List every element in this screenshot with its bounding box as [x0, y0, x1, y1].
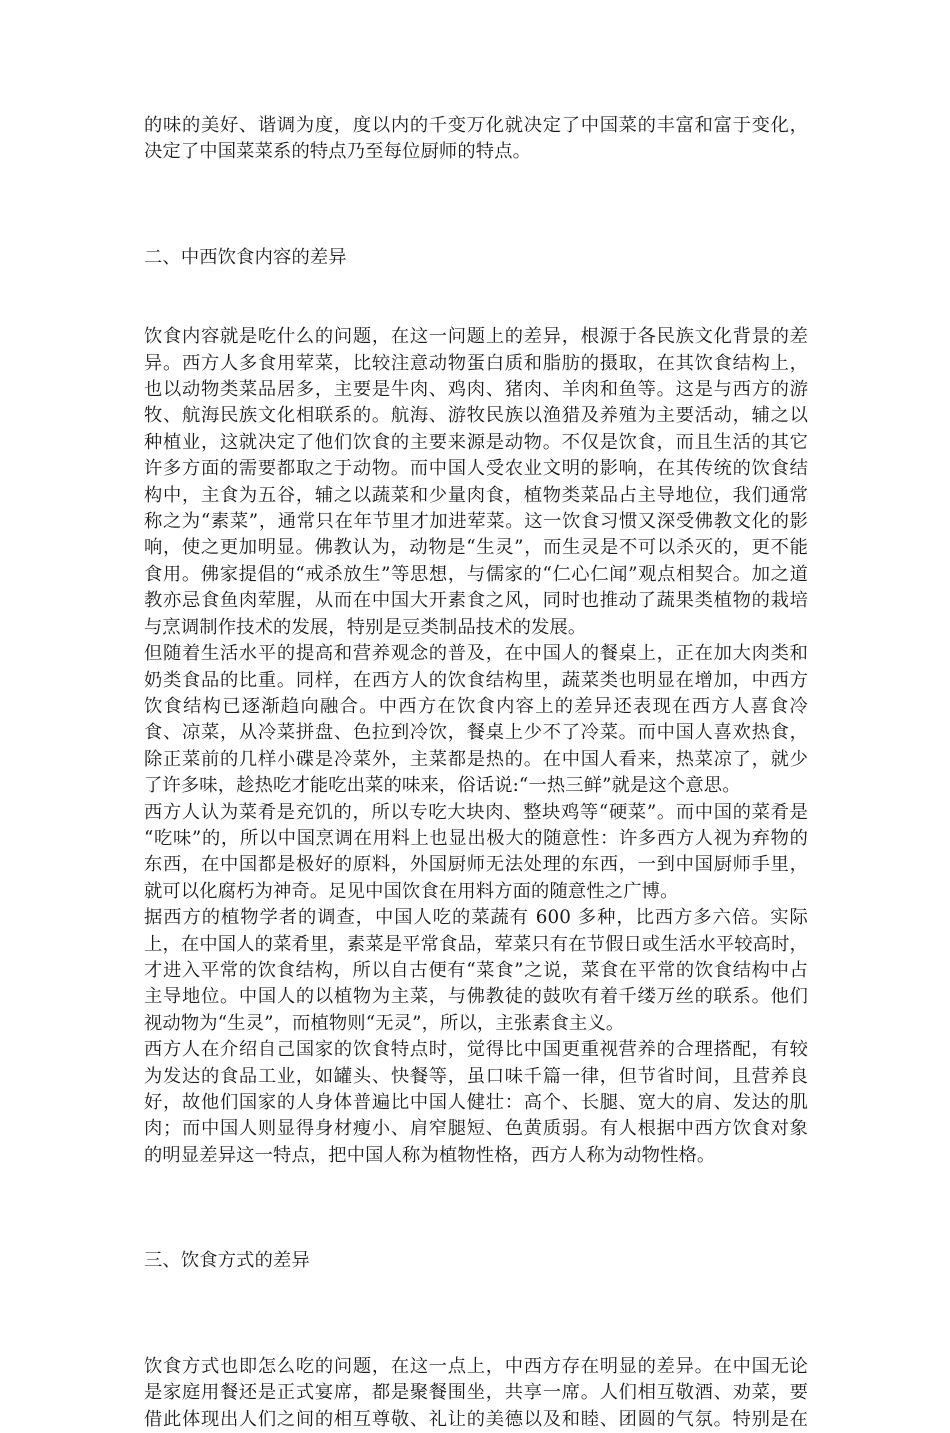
paragraph-gap [144, 1169, 808, 1195]
section-3-heading [144, 1196, 808, 1328]
text-line: 的明显差异这一特点，把中国人称为植物性格，西方人称为动物性格。 [144, 1144, 716, 1166]
text-line: 饮食内容就是吃什么的问题，在这一问题上的差异，根源于各民族文化背景的差 [144, 326, 808, 348]
text-line: 也以动物类菜品居多，主要是牛肉、鸡肉、猪肉、羊肉和鱼等。这是与西方的游 [144, 379, 808, 401]
text-line: 了许多味，趁热吃才能吃出菜的味来，俗话说:“一热三鲜”就是这个意思。 [144, 775, 741, 797]
text-line: 许多方面的需要都取之于动物。而中国人受农业文明的影响，在其传统的饮食结 [144, 458, 808, 480]
text-line: 东西，在中国都是极好的原料，外国厨师无法处理的东西，一到中国厨师手里， [144, 854, 808, 876]
text-line: 好，故他们国家的人身体普遍比中国人健壮：高个、长腿、宽大的肩、发达的肌 [144, 1092, 808, 1114]
text-line: 构中，主食为五谷，辅之以蔬菜和少量肉食，植物类菜品占主导地位，我们通常 [144, 484, 808, 506]
text-line: 决定了中国菜菜系的特点乃至每位厨师的特点。 [144, 141, 532, 163]
text-line: 上，在中国人的菜肴里，素菜是平常食品，荤菜只有在节假日或生活水平较高时， [144, 933, 808, 955]
intro-paragraph [144, 113, 808, 166]
section-2-heading-text: 二、中西饮食内容的差异 [144, 247, 347, 269]
document-page [144, 113, 808, 1433]
text-line: 肉；而中国人则显得身材瘦小、肩窄腿短、色黄质弱。有人根据中西方饮食对象 [144, 1118, 808, 1140]
text-line: 称之为“素菜”，通常只在年节里才加进荤菜。这一饮食习惯又深受佛教文化的影 [144, 511, 808, 533]
section-2-paragraph-2 [144, 641, 808, 799]
text-line: 食用。佛家提倡的“戒杀放生”等思想，与儒家的“仁心仁闻”观点相契合。加之道 [144, 563, 808, 585]
text-line: 的味的美好、谐调为度，度以内的千变万化就决定了中国菜的丰富和富于变化， [144, 115, 808, 136]
text-line: 但随着生活水平的提高和营养观念的普及，在中国人的餐桌上，正在加大肉类和 [144, 643, 808, 665]
paragraph-gap [144, 166, 808, 192]
text-line: 主导地位。中国人的以植物为主菜，与佛教徒的鼓吹有着千缕万丝的联系。他们 [144, 986, 808, 1008]
paragraph-gap [144, 1328, 808, 1354]
text-line: 食、凉菜，从冷菜拼盘、色拉到冷饮，餐桌上少不了冷菜。而中国人喜欢热食， [144, 722, 808, 744]
section-2-paragraph-5 [144, 1037, 808, 1169]
text-line: 饮食结构已逐渐趋向融合。中西方在饮食内容上的差异还表现在西方人喜食冷 [144, 695, 808, 717]
text-line: 教亦忌食鱼肉荤腥，从而在中国大开素食之风，同时也推动了蔬果类植物的栽培 [144, 590, 808, 612]
text-line: 西方人认为菜肴是充饥的，所以专吃大块肉、整块鸡等“硬菜”。而中国的菜肴是 [144, 801, 808, 823]
text-line: 饮食方式也即怎么吃的问题，在这一点上，中西方存在明显的差异。在中国无论 [144, 1356, 808, 1378]
text-line: 是家庭用餐还是正式宴席，都是聚餐围坐，共享一席。人们相互敬酒、劝菜，要 [144, 1382, 808, 1404]
text-line: 就可以化腐朽为神奇。足见中国饮食在用料方面的随意性之广博。 [144, 880, 679, 902]
text-line: 异。西方人多食用荤菜，比较注意动物蛋白质和脂肪的摄取，在其饮食结构上， [144, 352, 808, 374]
text-line: 与烹调制作技术的发展，特别是豆类制品技术的发展。 [144, 616, 587, 638]
text-line: 除正菜前的几样小碟是冷菜外，主菜都是热的。在中国人看来，热菜凉了，就少 [144, 748, 808, 770]
text-line: 借此体现出人们之间的相互尊敬、礼让的美德以及和睦、团圆的气氛。特别是在 [144, 1408, 808, 1430]
text-line: 据西方的植物学者的调查，中国人吃的菜蔬有 600 多种，比西方多六倍。实际 [144, 907, 808, 929]
text-line: “吃味”的，所以中国烹调在用料上也显出极大的随意性：许多西方人视为弃物的 [144, 827, 808, 849]
section-2-paragraph-4 [144, 905, 808, 1037]
text-line: 才进入平常的饮食结构，所以自古便有“菜食”之说，菜食在平常的饮食结构中占 [144, 959, 808, 981]
text-line: 种植业，这就决定了他们饮食的主要来源是动物。不仅是饮食，而且生活的其它 [144, 431, 808, 453]
section-3-paragraph-1 [144, 1354, 808, 1433]
text-line: 西方人在介绍自己国家的饮食特点时，觉得比中国更重视营养的合理搭配，有较 [144, 1039, 808, 1061]
section-2-heading [144, 192, 808, 324]
section-2-paragraph-3 [144, 800, 808, 906]
text-line: 奶类食品的比重。同样，在西方人的饮食结构里，蔬菜类也明显在增加，中西方 [144, 669, 808, 691]
text-line: 响，使之更加明显。佛教认为，动物是“生灵”，而生灵是不可以杀灭的，更不能 [144, 537, 808, 559]
section-2-paragraph-1 [144, 324, 808, 641]
text-line: 为发达的食品工业，如罐头、快餐等，虽口味千篇一律，但节省时间，且营养良 [144, 1065, 808, 1087]
text-line: 牧、航海民族文化相联系的。航海、游牧民族以渔猎及养殖为主要活动，辅之以 [144, 405, 808, 427]
section-3-heading-text: 三、饮食方式的差异 [144, 1250, 310, 1272]
text-line: 视动物为“生灵”，而植物则“无灵”，所以，主张素食主义。 [144, 1012, 625, 1034]
